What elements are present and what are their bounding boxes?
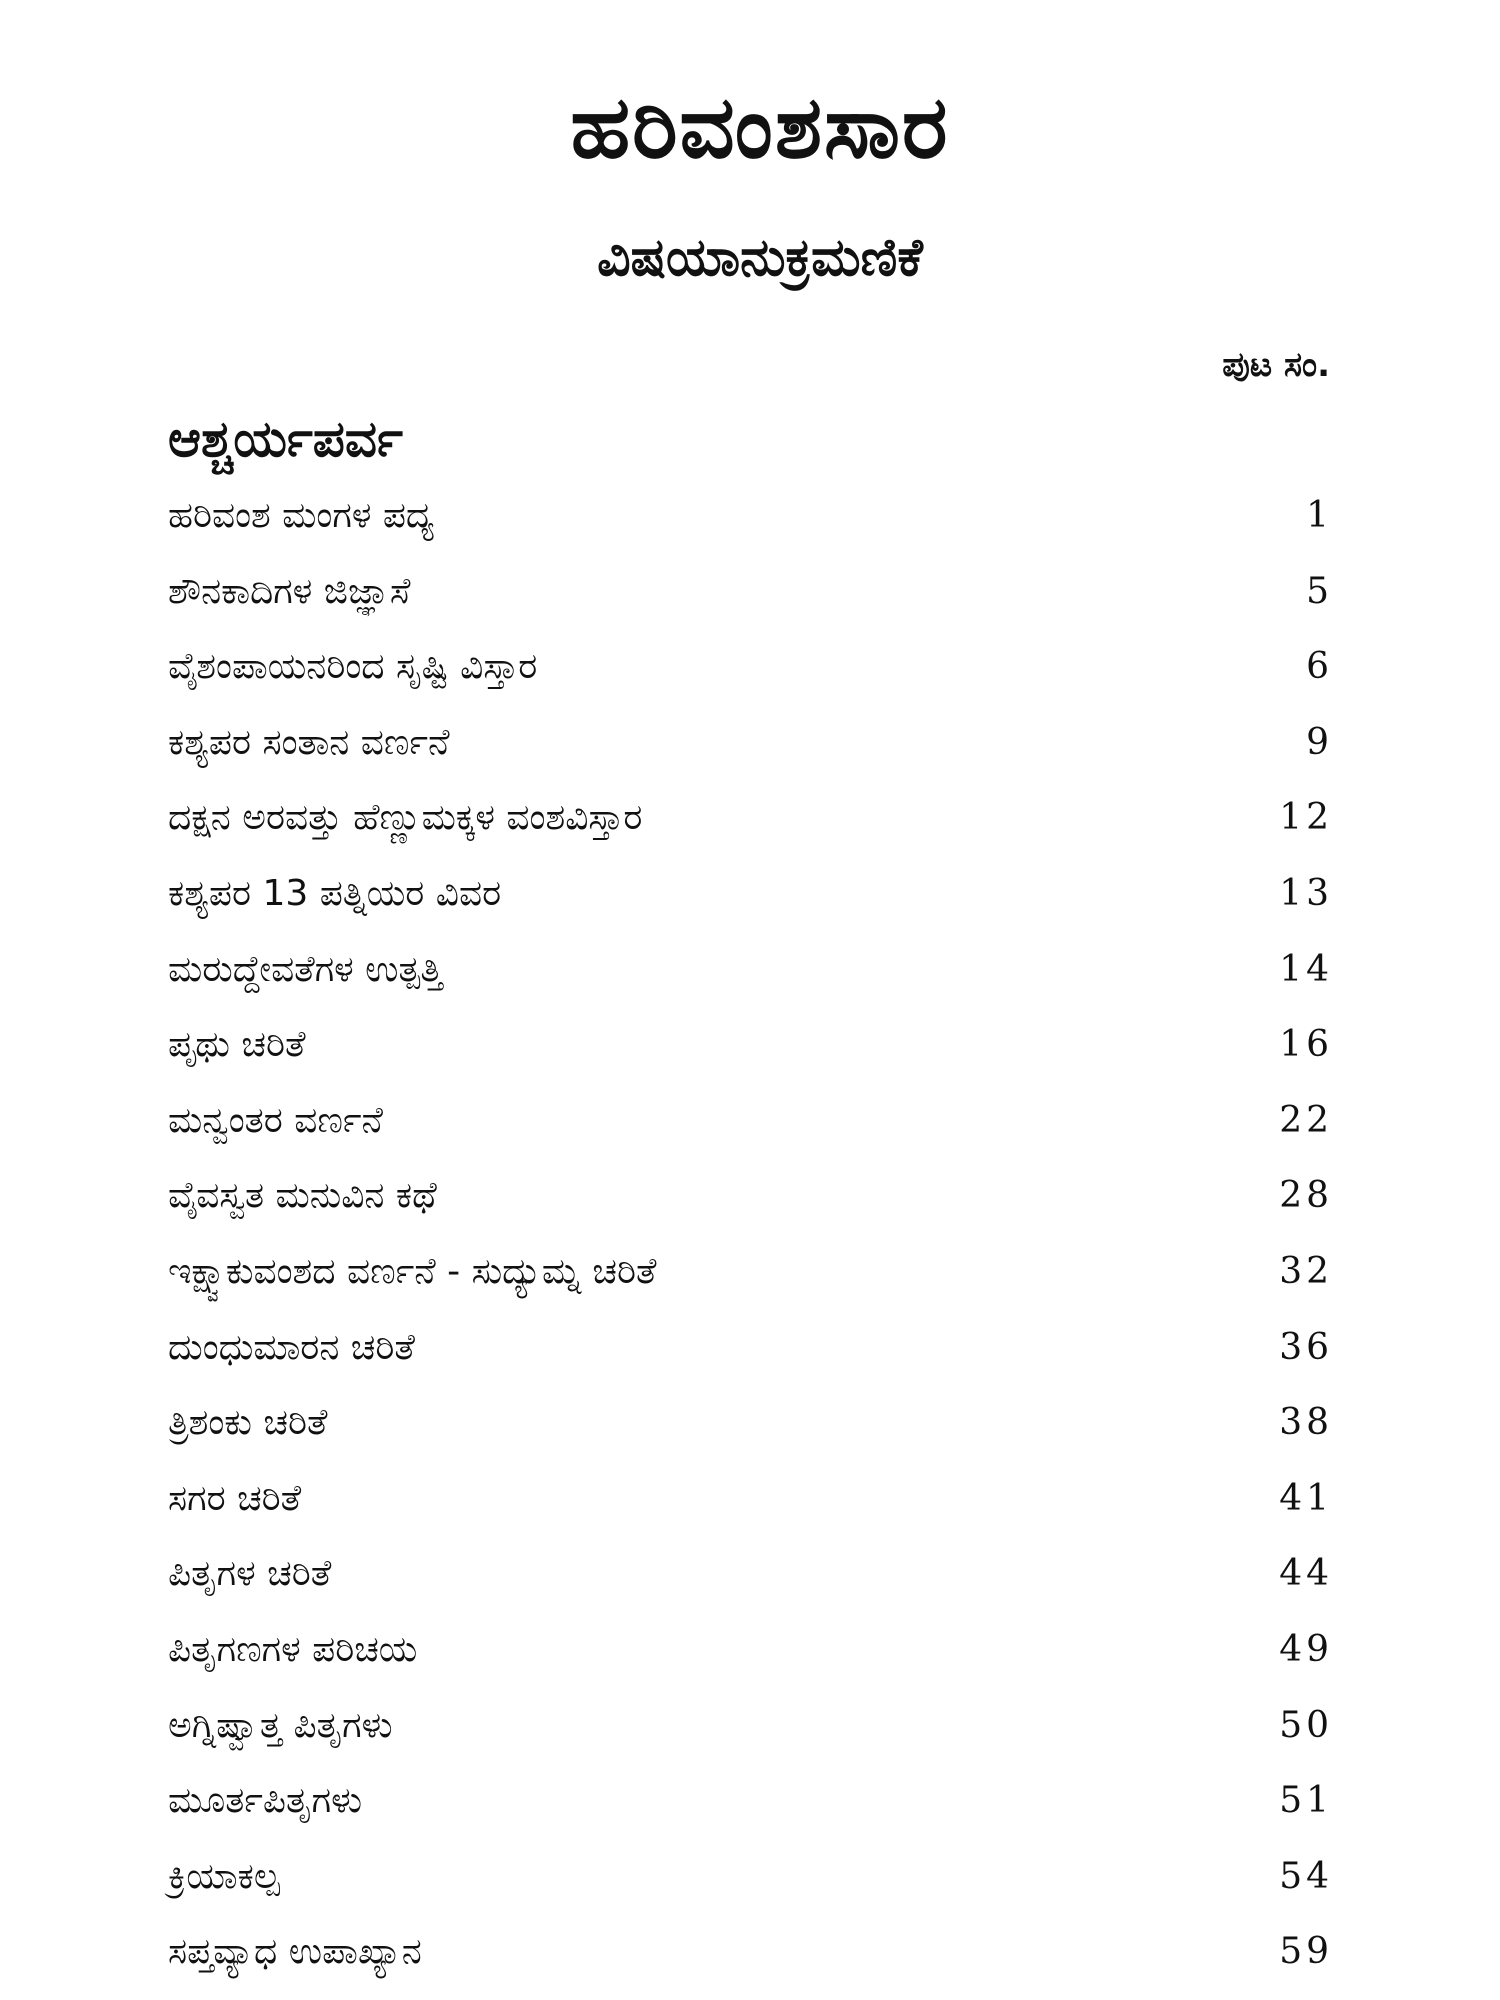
toc-entry xyxy=(168,932,1333,1008)
book-title: ಹರಿವಂಶಸಾರ xyxy=(570,78,950,178)
toc-entry-page: 54 xyxy=(1279,1855,1333,1897)
toc-entry-title: ಮೂರ್ತಪಿತೃಗಳು xyxy=(168,1780,363,1822)
toc-entry xyxy=(168,780,1333,856)
toc-entry-page: 28 xyxy=(1279,1175,1333,1217)
toc-entry xyxy=(168,1007,1333,1083)
toc-entry-title: ಮರುದ್ದೇವತೆಗಳ ಉತ್ಪತ್ತಿ xyxy=(168,948,443,990)
toc-entry xyxy=(168,856,1333,932)
toc-entry-page: 41 xyxy=(1279,1477,1333,1519)
toc-entry-title: ದುಂಧುಮಾರನ ಚರಿತೆ xyxy=(168,1326,415,1368)
toc-entry-page: 59 xyxy=(1279,1931,1333,1973)
toc-entry-page: 9 xyxy=(1306,721,1333,763)
toc-entry-title: ವೈವಸ್ವತ ಮನುವಿನ ಕಥೆ xyxy=(168,1175,437,1217)
toc-entry xyxy=(168,1914,1333,1990)
toc-entry xyxy=(168,1310,1333,1386)
toc-entry-page: 44 xyxy=(1279,1553,1333,1595)
toc-entry-page: 36 xyxy=(1279,1326,1333,1368)
toc-entry xyxy=(168,478,1333,554)
toc-entry-page: 16 xyxy=(1279,1024,1333,1066)
toc-entry-page: 51 xyxy=(1279,1780,1333,1822)
toc-entry xyxy=(168,554,1333,630)
toc-entry xyxy=(168,1839,1333,1915)
toc-entry-title: ತ್ರಿಶಂಕು ಚರಿತೆ xyxy=(168,1402,328,1444)
toc-entry-title: ಅಗ್ನಿಷ್ವಾತ್ತ ಪಿತೃಗಳು xyxy=(168,1704,393,1746)
toc-entry xyxy=(168,705,1333,781)
toc-entry-title: ಕಶ್ಯಪರ 13 ಪತ್ನಿಯರ ವಿವರ xyxy=(168,872,502,914)
toc-entry-title: ಸಪ್ತವ್ಯಾಧ ಉಪಾಖ್ಯಾನ xyxy=(168,1931,422,1973)
toc-entry-title: ಸಗರ ಚರಿತೆ xyxy=(168,1477,302,1519)
toc-entry-page: 13 xyxy=(1279,872,1333,914)
toc-entry-title: ಇಕ್ಷ್ವಾಕುವಂಶದ ವರ್ಣನೆ - ಸುದ್ಯುಮ್ನ ಚರಿತೆ xyxy=(168,1250,657,1292)
toc-entry-title: ದಕ್ಷನ ಅರವತ್ತು ಹೆಣ್ಣುಮಕ್ಕಳ ವಂಶವಿಸ್ತಾರ xyxy=(168,797,643,839)
toc-entry-page: 49 xyxy=(1279,1628,1333,1670)
contents-heading: ವಿಷಯಾನುಕ್ರಮಣಿಕೆ xyxy=(597,228,923,288)
toc-entry xyxy=(168,1385,1333,1461)
toc-entry-page: 12 xyxy=(1279,797,1333,839)
toc-entry xyxy=(168,1612,1333,1688)
toc-entry-title: ಮನ್ವಂತರ ವರ್ಣನೆ xyxy=(168,1099,383,1141)
toc-entry-page: 6 xyxy=(1306,646,1333,688)
toc-entry-page: 32 xyxy=(1279,1250,1333,1292)
toc-entry-title: ಕಶ್ಯಪರ ಸಂತಾನ ವರ್ಣನೆ xyxy=(168,721,450,763)
toc-entry-title: ಪಿತೃಗಳ ಚರಿತೆ xyxy=(168,1553,332,1595)
toc-entry-page: 14 xyxy=(1279,948,1333,990)
toc-entry-page: 1 xyxy=(1306,495,1333,536)
toc-entry xyxy=(168,1688,1333,1764)
toc-list xyxy=(168,478,1333,1990)
section-heading: ಆಶ್ಚರ್ಯಪರ್ವ xyxy=(168,410,403,468)
toc-entry xyxy=(168,1158,1333,1234)
toc-entry xyxy=(168,1461,1333,1537)
toc-entry-page: 5 xyxy=(1306,570,1333,612)
toc-entry-title: ಕ್ರಿಯಾಕಲ್ಪ xyxy=(168,1855,280,1897)
page-number-column-label: ಪುಟ ಸಂ. xyxy=(1222,345,1330,385)
toc-entry-title: ಹರಿವಂಶ ಮಂಗಳ ಪದ್ಯ xyxy=(168,495,435,536)
toc-entry-title: ಶೌನಕಾದಿಗಳ ಜಿಜ್ಞಾಸೆ xyxy=(168,570,411,612)
toc-entry xyxy=(168,629,1333,705)
toc-entry xyxy=(168,1763,1333,1839)
toc-entry-title: ವೈಶಂಪಾಯನರಿಂದ ಸೃಷ್ಟಿ ವಿಸ್ತಾರ xyxy=(168,646,538,688)
toc-entry-page: 50 xyxy=(1279,1704,1333,1746)
toc-entry-title: ಪಿತೃಗಣಗಳ ಪರಿಚಯ xyxy=(168,1628,418,1670)
toc-entry xyxy=(168,1234,1333,1310)
toc-entry-page: 38 xyxy=(1279,1402,1333,1444)
toc-entry xyxy=(168,1536,1333,1612)
toc-entry-page: 22 xyxy=(1279,1099,1333,1141)
toc-entry-title: ಪೃಥು ಚರಿತೆ xyxy=(168,1024,306,1066)
toc-entry xyxy=(168,1083,1333,1159)
